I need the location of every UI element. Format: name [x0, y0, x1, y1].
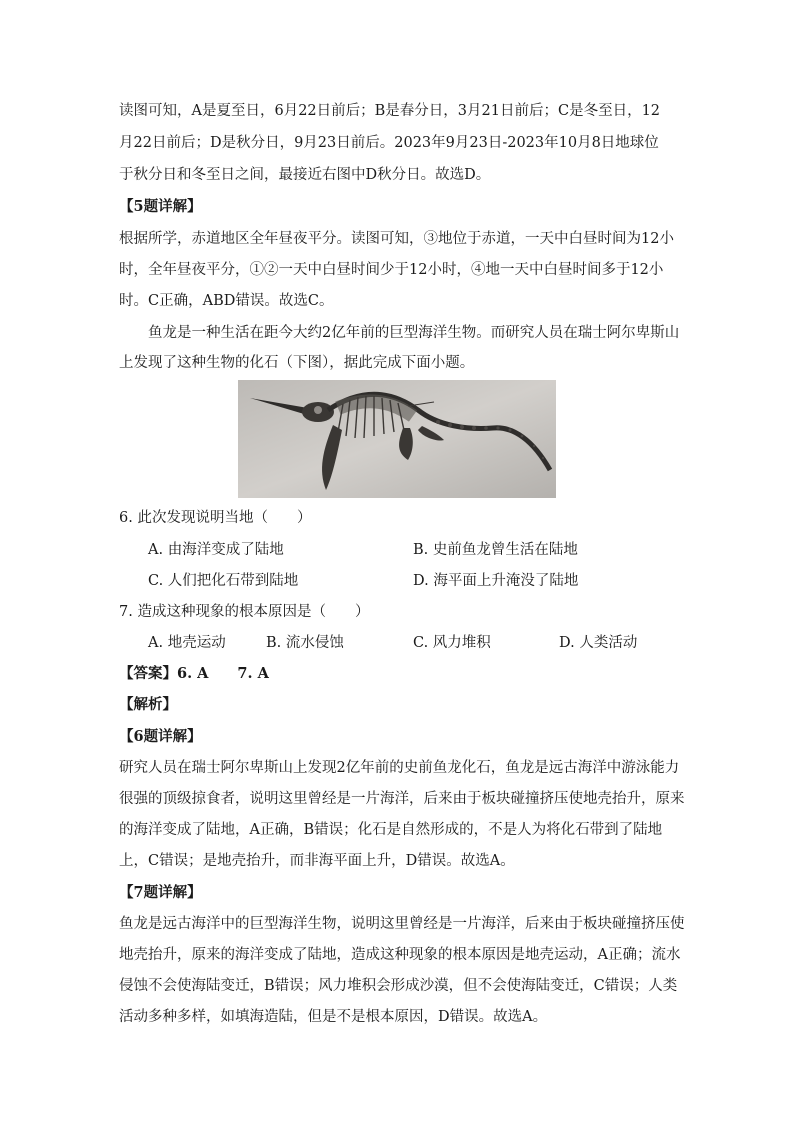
text-line: 时。C正确，ABD错误。故选C。: [119, 293, 334, 309]
answer-line: 【答案】6. A 7. A: [119, 665, 269, 682]
q7-option-d[interactable]: D. 人类活动: [559, 635, 638, 651]
q6-option-a[interactable]: A. 由海洋变成了陆地: [148, 542, 284, 558]
q7-option-c[interactable]: C. 风力堆积: [413, 635, 491, 651]
text-line: 月22日前后；D是秋分日，9月23日前后。2023年9月23日-2023年10月8日地球位: [119, 135, 659, 151]
analysis-heading: 【解析】: [119, 696, 177, 713]
q7-option-a[interactable]: A. 地壳运动: [148, 635, 226, 651]
text-line: 很强的顶级掠食者，说明这里曾经是一片海洋，后来由于板块碰撞挤压使地壳抬升，原来: [119, 791, 685, 807]
section-heading-6: 【6题详解】: [119, 728, 202, 745]
q6-option-c[interactable]: C. 人们把化石带到陆地: [148, 573, 299, 589]
q7-option-b[interactable]: B. 流水侵蚀: [266, 635, 344, 651]
text-line: 地壳抬升，原来的海洋变成了陆地，造成这种现象的根本原因是地壳运动，A正确；流水: [119, 947, 681, 963]
section-heading-5: 【5题详解】: [119, 198, 202, 215]
text-line: 的海洋变成了陆地，A正确，B错误；化石是自然形成的，不是人为将化石带到了陆地: [119, 822, 663, 838]
text-line: 时，全年昼夜平分，①②一天中白昼时间少于12小时，④地一天中白昼时间多于12小: [119, 262, 664, 278]
text-line: 读图可知，A是夏至日，6月22日前后；B是春分日，3月21日前后；C是冬至日，12: [119, 103, 661, 119]
intro-line: 上发现了这种生物的化石（下图），据此完成下面小题。: [119, 355, 475, 371]
text-line: 上，C错误；是地壳抬升，而非海平面上升，D错误。故选A。: [119, 853, 515, 869]
question-7-stem: 7. 造成这种现象的根本原因是（ ）: [119, 604, 370, 620]
text-line: 于秋分日和冬至日之间，最接近右图中D秋分日。故选D。: [119, 167, 491, 183]
text-line: 研究人员在瑞士阿尔卑斯山上发现2亿年前的史前鱼龙化石，鱼龙是远古海洋中游泳能力: [119, 760, 680, 776]
ichthyosaur-fossil-image: [238, 380, 556, 498]
question-6-stem: 6. 此次发现说明当地（ ）: [119, 510, 312, 526]
text-line: 鱼龙是远古海洋中的巨型海洋生物，说明这里曾经是一片海洋，后来由于板块碰撞挤压使: [119, 916, 685, 932]
text-line: 活动多种多样，如填海造陆，但是不是根本原因，D错误。故选A。: [119, 1009, 548, 1025]
section-heading-7: 【7题详解】: [119, 884, 202, 901]
q6-option-d[interactable]: D. 海平面上升淹没了陆地: [413, 573, 579, 589]
text-line: 侵蚀不会使海陆变迁，B错误；风力堆积会形成沙漠，但不会使海陆变迁，C错误；人类: [119, 978, 678, 994]
text-line: 根据所学，赤道地区全年昼夜平分。读图可知，③地位于赤道，一天中白昼时间为12小: [119, 231, 674, 247]
intro-line: 鱼龙是一种生活在距今大约2亿年前的巨型海洋生物。而研究人员在瑞士阿尔卑斯山: [148, 325, 680, 341]
q6-option-b[interactable]: B. 史前鱼龙曾生活在陆地: [413, 542, 578, 558]
